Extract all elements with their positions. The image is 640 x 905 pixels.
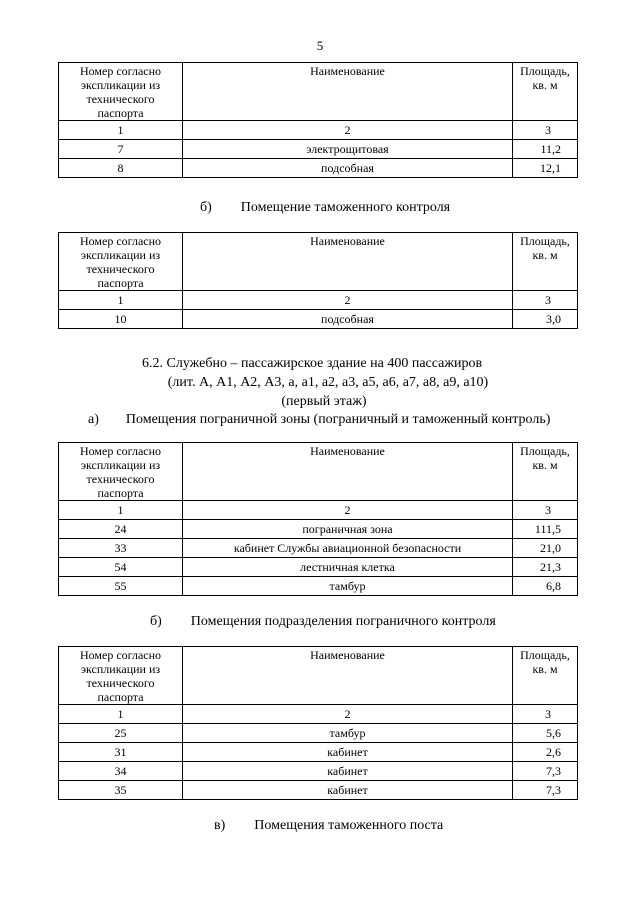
section-heading-b1 xyxy=(200,200,450,216)
row-number: 35 xyxy=(59,781,183,800)
column-number-row xyxy=(59,501,578,520)
header-name: Наименование xyxy=(183,63,513,121)
table-2 xyxy=(58,232,578,329)
section-heading-v xyxy=(214,818,443,834)
header-number: Номер согласно экспликации из технического паспорта xyxy=(59,63,183,121)
table-header-row xyxy=(59,647,578,705)
column-number: 3 xyxy=(513,291,578,310)
row-number: 33 xyxy=(59,539,183,558)
row-number: 7 xyxy=(59,140,183,159)
table-header-row xyxy=(59,233,578,291)
row-name: тамбур xyxy=(183,577,513,596)
header-area: Площадь, кв. м xyxy=(513,443,578,501)
row-number: 8 xyxy=(59,159,183,178)
header-number: Номер согласно экспликации из технического паспорта xyxy=(59,443,183,501)
header-name: Наименование xyxy=(183,233,513,291)
section-title: Помещения таможенного поста xyxy=(254,818,444,833)
row-area: 7,3 xyxy=(513,781,578,800)
section-letter: б) xyxy=(150,614,162,629)
row-area: 21,3 xyxy=(513,558,578,577)
column-number: 2 xyxy=(183,705,513,724)
header-name: Наименование xyxy=(183,647,513,705)
table-header-row xyxy=(59,443,578,501)
row-name: лестничная клетка xyxy=(183,558,513,577)
section-letter: а) xyxy=(88,412,99,427)
row-name: кабинет Службы авиационной безопасности xyxy=(183,539,513,558)
section-heading-b2 xyxy=(150,614,496,630)
column-number-row xyxy=(59,121,578,140)
section-title: Помещения подразделения пограничного контроля xyxy=(190,614,496,629)
column-number: 3 xyxy=(513,501,578,520)
section-title: Помещения пограничной зоны (пограничный и таможенный контроль) xyxy=(125,412,551,427)
section-letter: б) xyxy=(200,200,212,215)
row-name: пограничная зона xyxy=(183,520,513,539)
row-number: 31 xyxy=(59,743,183,762)
row-name: электрощитовая xyxy=(183,140,513,159)
table-row xyxy=(59,781,578,800)
header-area: Площадь, кв. м xyxy=(513,233,578,291)
row-area: 12,1 xyxy=(513,159,578,178)
section-6-2-line3: (первый этаж) xyxy=(281,394,367,409)
row-area: 11,2 xyxy=(513,140,578,159)
row-area: 3,0 xyxy=(513,310,578,329)
column-number-row xyxy=(59,291,578,310)
row-name: подсобная xyxy=(183,310,513,329)
row-number: 25 xyxy=(59,724,183,743)
table-row xyxy=(59,743,578,762)
header-number: Номер согласно экспликации из технического паспорта xyxy=(59,233,183,291)
table-3 xyxy=(58,442,578,596)
row-number: 10 xyxy=(59,310,183,329)
section-heading-a xyxy=(88,412,550,428)
section-6-2-line2: (лит. А, А1, А2, А3, а, а1, а2, а3, а5, а6, а7, а8, а9, а10) xyxy=(167,375,489,390)
table-header-row xyxy=(59,63,578,121)
table-row xyxy=(59,577,578,596)
table-4 xyxy=(58,646,578,800)
table-row xyxy=(59,558,578,577)
section-6-2-line1: 6.2. Служебно – пассажирское здание на 400 пассажиров xyxy=(142,356,483,371)
row-name: кабинет xyxy=(183,743,513,762)
table-row xyxy=(59,539,578,558)
column-number-row xyxy=(59,705,578,724)
column-number: 1 xyxy=(59,705,183,724)
header-area: Площадь, кв. м xyxy=(513,63,578,121)
page-number: 5 xyxy=(316,38,324,53)
table-row xyxy=(59,159,578,178)
header-name: Наименование xyxy=(183,443,513,501)
row-area: 7,3 xyxy=(513,762,578,781)
column-number: 2 xyxy=(183,501,513,520)
row-name: подсобная xyxy=(183,159,513,178)
table-1 xyxy=(58,62,578,178)
row-number: 55 xyxy=(59,577,183,596)
column-number: 3 xyxy=(513,121,578,140)
row-number: 34 xyxy=(59,762,183,781)
table-row xyxy=(59,724,578,743)
table-row xyxy=(59,520,578,539)
row-area: 5,6 xyxy=(513,724,578,743)
row-name: кабинет xyxy=(183,781,513,800)
section-title: Помещение таможенного контроля xyxy=(240,200,451,215)
row-name: тамбур xyxy=(183,724,513,743)
section-letter: в) xyxy=(214,818,226,833)
column-number: 1 xyxy=(59,291,183,310)
column-number: 1 xyxy=(59,501,183,520)
row-number: 24 xyxy=(59,520,183,539)
row-area: 111,5 xyxy=(513,520,578,539)
table-row xyxy=(59,310,578,329)
row-area: 21,0 xyxy=(513,539,578,558)
column-number: 2 xyxy=(183,291,513,310)
header-number: Номер согласно экспликации из технического паспорта xyxy=(59,647,183,705)
column-number: 3 xyxy=(513,705,578,724)
column-number: 2 xyxy=(183,121,513,140)
table-row xyxy=(59,140,578,159)
table-row xyxy=(59,762,578,781)
header-area: Площадь, кв. м xyxy=(513,647,578,705)
row-name: кабинет xyxy=(183,762,513,781)
column-number: 1 xyxy=(59,121,183,140)
row-area: 2,6 xyxy=(513,743,578,762)
row-number: 54 xyxy=(59,558,183,577)
row-area: 6,8 xyxy=(513,577,578,596)
